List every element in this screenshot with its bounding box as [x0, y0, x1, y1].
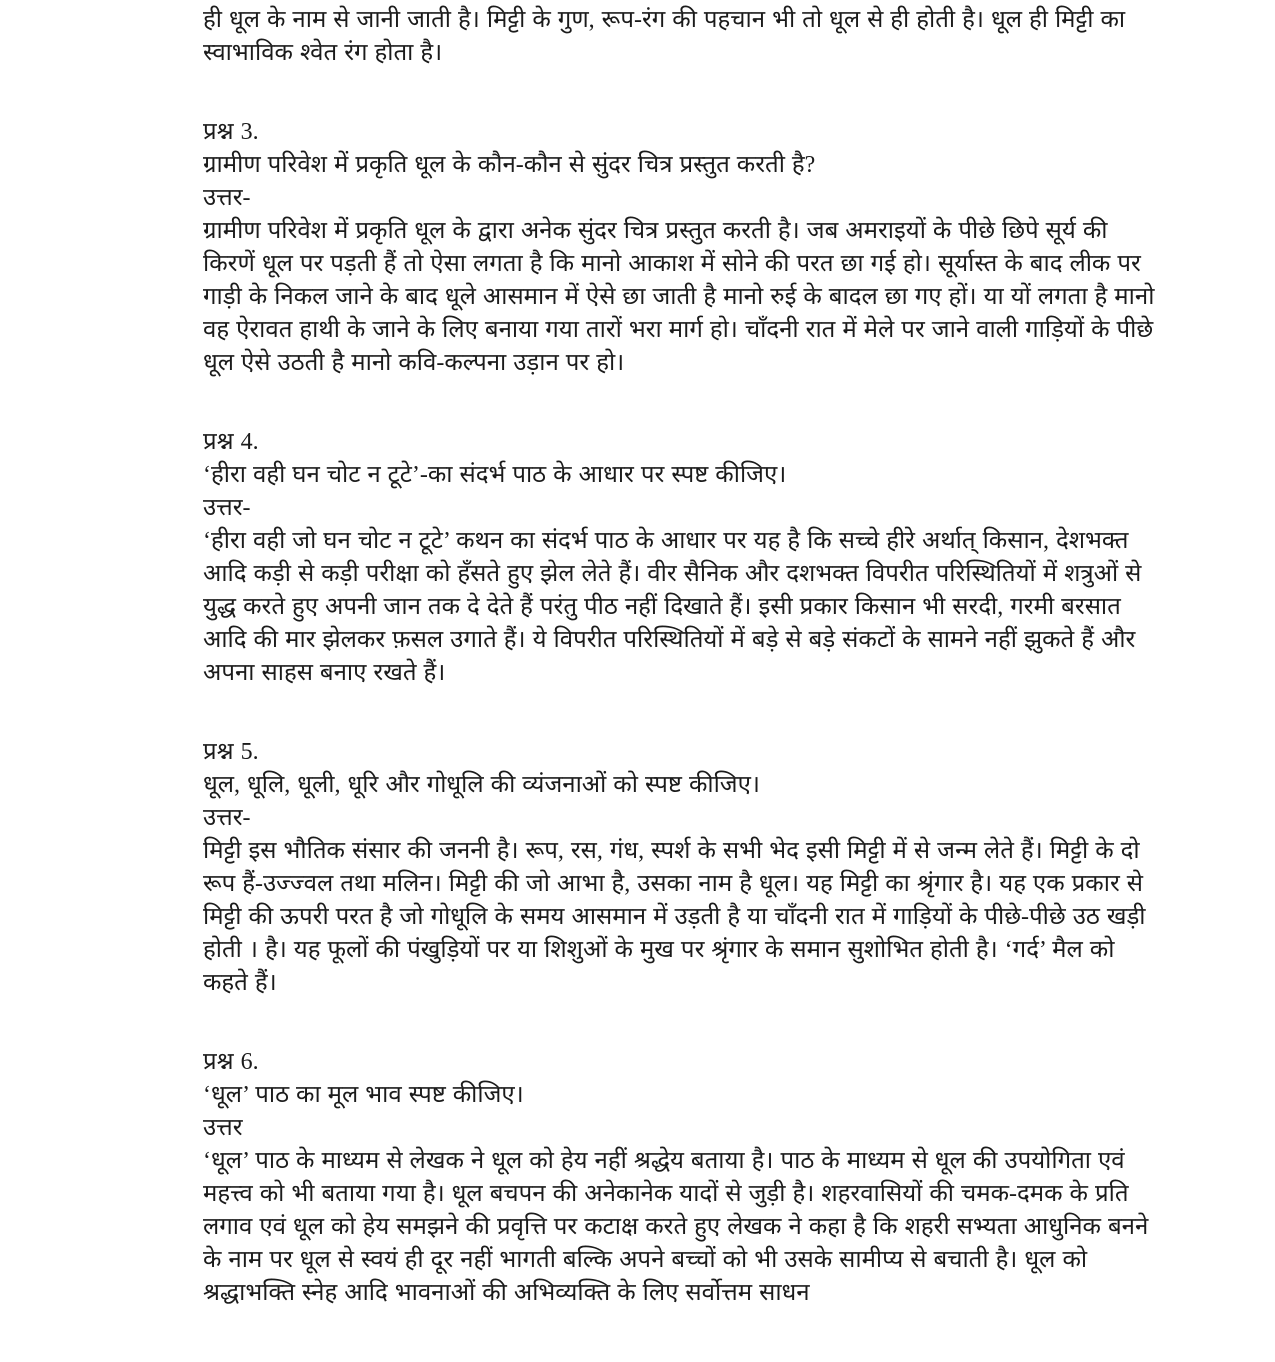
- question-3-text: ग्रामीण परिवेश में प्रकृति धूल के कौन-कौन से सुंदर चित्र प्रस्तुत करती है?: [203, 152, 816, 178]
- intro-continuation-paragraph: ही धूल के नाम से जानी जाती है। मिट्टी के गुण, रूप-रंग की पहचान भी तो धूल से ही होती है। धूल ही मिट्टी का स्वाभाविक श्वेत रंग होता है।: [203, 7, 1126, 66]
- question-4-text: ‘हीरा वही घन चोट न टूटे’-का संदर्भ पाठ के आधार पर स्पष्ट कीजिए।: [203, 462, 787, 488]
- qa-block-question-6: [203, 1046, 1166, 1310]
- question-6-text: ‘धूल’ पाठ का मूल भाव स्पष्ट कीजिए।: [203, 1082, 524, 1108]
- answer-5-label: उत्तर-: [203, 805, 251, 831]
- answer-3-text: ग्रामीण परिवेश में प्रकृति धूल के द्वारा अनेक सुंदर चित्र प्रस्तुत करती है। जब अमराइयों के पीछे छिपे सूर्य की किरणें धूल पर पड़ती हैं तो ऐसा लगता है कि मानो आकाश में सोने की परत छा गई हो। सूर्यास्त के बाद लीक पर गाड़ी के निकल जाने के बाद धूले आसमान में ऐसे छा जाती है मानो रुई के बादल छा गए हों। या यों लगता है मानो वह ऐरावत हाथी के जाने के लिए बनाया गया तारों भरा मार्ग हो। चाँदनी रात में मेले पर जाने वाली गाड़ियों के पीछे धूल ऐसे उठती है मानो कवि-कल्पना उड़ान पर हो।: [203, 218, 1155, 376]
- qa-block-question-5: [203, 736, 1166, 1000]
- answer-6-label: उत्तर: [203, 1115, 243, 1141]
- qa-block-question-3: [203, 116, 1166, 380]
- question-3-label: प्रश्न 3.: [203, 119, 259, 145]
- answer-4-label: उत्तर-: [203, 495, 251, 521]
- document-content: [203, 4, 1166, 1310]
- answer-4-text: ‘हीरा वही जो घन चोट न टूटे’ कथन का संदर्भ पाठ के आधार पर यह है कि सच्चे हीरे अर्थात् किसान, देशभक्त आदि कड़ी से कड़ी परीक्षा को हँसते हुए झेल लेते हैं। वीर सैनिक और दशभक्त विपरीत परिस्थितियों में शत्रुओं से युद्ध करते हुए अपनी जान तक दे देते हैं परंतु पीठ नहीं दिखाते हैं। इसी प्रकार किसान भी सरदी, गरमी बरसात आदि की मार झेलकर फ़सल उगाते हैं। ये विपरीत परिस्थितियों में बड़े से बड़े संकटों के सामने नहीं झुकते हैं और अपना साहस बनाए रखते हैं।: [203, 528, 1142, 686]
- answer-3-label: उत्तर-: [203, 185, 251, 211]
- question-6-label: प्रश्न 6.: [203, 1049, 259, 1075]
- qa-block-question-4: [203, 426, 1166, 690]
- answer-6-text: ‘धूल’ पाठ के माध्यम से लेखक ने धूल को हेय नहीं श्रद्धेय बताया है। पाठ के माध्यम से धूल की उपयोगिता एवं महत्त्व को भी बताया गया है। धूल बचपन की अनेकानेक यादों से जुड़ी है। शहरवासियों की चमक-दमक के प्रति लगाव एवं धूल को हेय समझने की प्रवृत्ति पर कटाक्ष करते हुए लेखक ने कहा है कि शहरी सभ्यता आधुनिक बनने के नाम पर धूल से स्वयं ही दूर नहीं भागती बल्कि अपने बच्चों को भी उसके सामीप्य से बचाती है। धूल को श्रद्धाभक्ति स्नेह आदि भावनाओं की अभिव्यक्ति के लिए सर्वोत्तम साधन: [203, 1148, 1149, 1306]
- question-5-label: प्रश्न 5.: [203, 739, 259, 765]
- answer-5-text: मिट्टी इस भौतिक संसार की जननी है। रूप, रस, गंध, स्पर्श के सभी भेद इसी मिट्टी में से जन्म लेते हैं। मिट्टी के दो रूप हैं-उज्ज्वल तथा मलिन। मिट्टी की जो आभा है, उसका नाम है धूल। यह मिट्टी का श्रृंगार है। यह एक प्रकार से मिट्टी की ऊपरी परत है जो गोधूलि के समय आसमान में उड़ती है या चाँदनी रात में गाड़ियों के पीछे-पीछे उठ खड़ी होती । है। यह फूलों की पंखुड़ियों पर या शिशुओं के मुख पर श्रृंगार के समान सुशोभित होती है। ‘गर्द’ मैल को कहते हैं।: [203, 838, 1146, 996]
- question-4-label: प्रश्न 4.: [203, 429, 259, 455]
- question-5-text: धूल, धूलि, धूली, धूरि और गोधूलि की व्यंजनाओं को स्पष्ट कीजिए।: [203, 772, 760, 798]
